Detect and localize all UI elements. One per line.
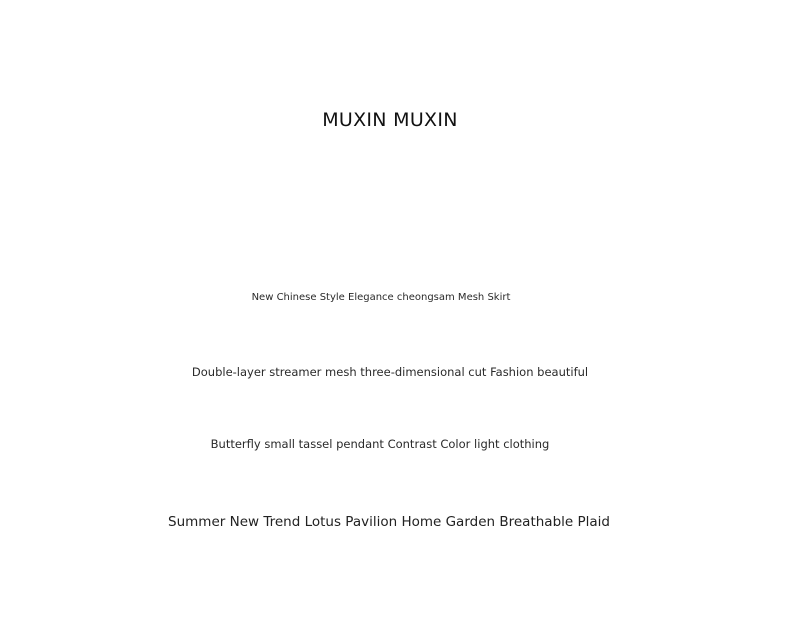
description-line-1: New Chinese Style Elegance cheongsam Mesh Skirt <box>251 292 511 303</box>
description-line-3: Butterfly small tassel pendant Contrast Color light clothing <box>210 437 550 451</box>
brand-title: MUXIN MUXIN <box>322 109 458 131</box>
description-line-2: Double-layer streamer mesh three-dimensional cut Fashion beautiful <box>191 365 589 379</box>
description-line-4: Summer New Trend Lotus Pavilion Home Garden Breathable Plaid <box>168 514 610 530</box>
